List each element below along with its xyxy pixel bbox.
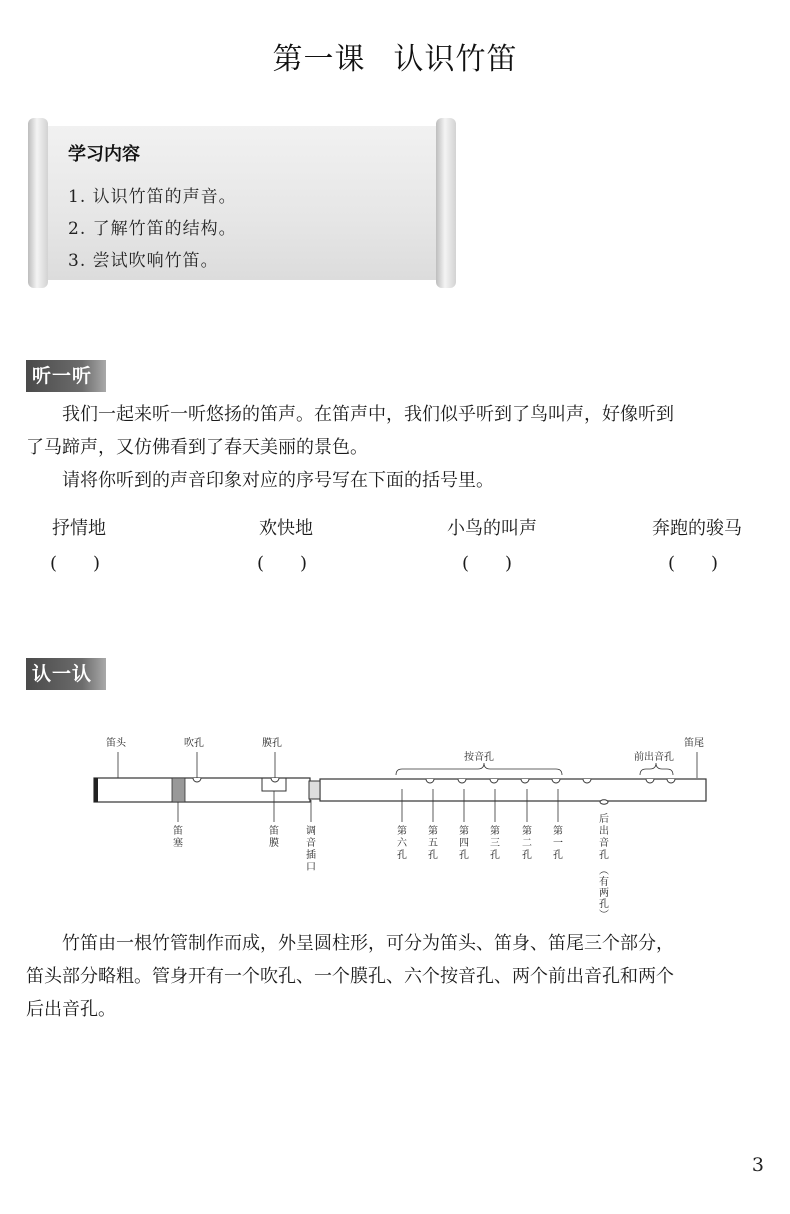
label-hole6: 第六孔 bbox=[397, 826, 407, 861]
lesson-name: 认识竹笛 bbox=[393, 42, 518, 77]
lesson-number: 第一课 bbox=[272, 42, 366, 77]
flute-end-cap bbox=[94, 778, 98, 802]
answer-blank-4[interactable]: ( ) bbox=[668, 553, 719, 574]
front-hole-2-mark bbox=[667, 779, 675, 783]
desc-line-3: 后出音孔。 bbox=[26, 999, 116, 1020]
label-hole3: 第三孔 bbox=[490, 826, 500, 861]
label-front-holes: 前出音孔 bbox=[634, 752, 674, 763]
tuning-joint-mark bbox=[309, 781, 320, 799]
back-hole-mark bbox=[600, 800, 608, 804]
option-lyrical: 抒情地 bbox=[52, 518, 106, 539]
label-plug: 笛塞 bbox=[173, 826, 183, 849]
listen-section-label: 听一听 bbox=[26, 360, 106, 392]
front-holes-brace bbox=[640, 763, 673, 775]
listen-para-line-2: 了马蹄声，又仿佛看到了春天美丽的景色。 bbox=[26, 437, 368, 458]
learning-content-scroll bbox=[28, 118, 456, 288]
learning-heading: 学习内容 bbox=[68, 144, 140, 165]
label-back-holes: 后出音孔 bbox=[599, 814, 609, 861]
scroll-roll-right bbox=[436, 118, 456, 288]
hole3-mark bbox=[521, 779, 529, 783]
label-finger-holes: 按音孔 bbox=[464, 752, 494, 763]
label-hole5: 第五孔 bbox=[428, 826, 438, 861]
label-tail: 笛尾 bbox=[684, 738, 704, 749]
page-title bbox=[0, 34, 790, 78]
label-membrane-hole: 膜孔 bbox=[262, 738, 282, 749]
hole6-mark bbox=[426, 779, 434, 783]
page-number: 3 bbox=[751, 1154, 764, 1176]
label-hole2: 第二孔 bbox=[522, 826, 532, 861]
desc-line-1: 竹笛由一根竹管制作而成，外呈圆柱形，可分为笛头、笛身、笛尾三个部分， bbox=[62, 933, 674, 954]
membrane-hole-mark bbox=[271, 778, 279, 782]
flute-diagram bbox=[0, 730, 790, 920]
recognize-section-label: 认一认 bbox=[26, 658, 106, 690]
hole1-mark bbox=[583, 779, 591, 783]
label-head: 笛头 bbox=[106, 738, 126, 749]
hole2-mark bbox=[552, 779, 560, 783]
option-galloping-horse: 奔跑的骏马 bbox=[652, 518, 742, 539]
listen-instruction: 请将你听到的声音印象对应的序号写在下面的括号里。 bbox=[62, 470, 494, 491]
label-back-holes-note: ︵有两孔︶ bbox=[599, 866, 609, 920]
answer-blank-3[interactable]: ( ) bbox=[462, 553, 513, 574]
label-blow-hole: 吹孔 bbox=[184, 738, 204, 749]
learning-item-1: 1. 认识竹笛的声音。 bbox=[68, 187, 237, 207]
front-hole-1-mark bbox=[646, 779, 654, 783]
option-cheerful: 欢快地 bbox=[259, 518, 313, 539]
finger-holes-brace bbox=[396, 763, 562, 775]
answer-blank-1[interactable]: ( ) bbox=[50, 553, 101, 574]
listen-paragraph bbox=[26, 398, 766, 497]
option-bird-call: 小鸟的叫声 bbox=[447, 518, 537, 539]
label-tuning-joint: 调音插口 bbox=[306, 826, 316, 873]
scroll-roll-left bbox=[28, 118, 48, 288]
label-membrane: 笛膜 bbox=[269, 826, 279, 849]
learning-item-3: 3. 尝试吹响竹笛。 bbox=[68, 251, 219, 271]
blow-hole-mark bbox=[193, 778, 201, 782]
flute-description bbox=[26, 927, 766, 1026]
flute-plug-mark bbox=[172, 778, 185, 802]
label-hole1: 第一孔 bbox=[553, 826, 563, 861]
label-hole4: 第四孔 bbox=[459, 826, 469, 861]
hole4-mark bbox=[490, 779, 498, 783]
hole5-mark bbox=[458, 779, 466, 783]
listen-para-line-1: 我们一起来听一听悠扬的笛声。在笛声中，我们似乎听到了鸟叫声，好像听到 bbox=[62, 404, 674, 425]
desc-line-2: 笛头部分略粗。管身开有一个吹孔、一个膜孔、六个按音孔、两个前出音孔和两个 bbox=[26, 966, 674, 987]
answer-blank-2[interactable]: ( ) bbox=[257, 553, 308, 574]
learning-item-2: 2. 了解竹笛的结构。 bbox=[68, 219, 237, 239]
